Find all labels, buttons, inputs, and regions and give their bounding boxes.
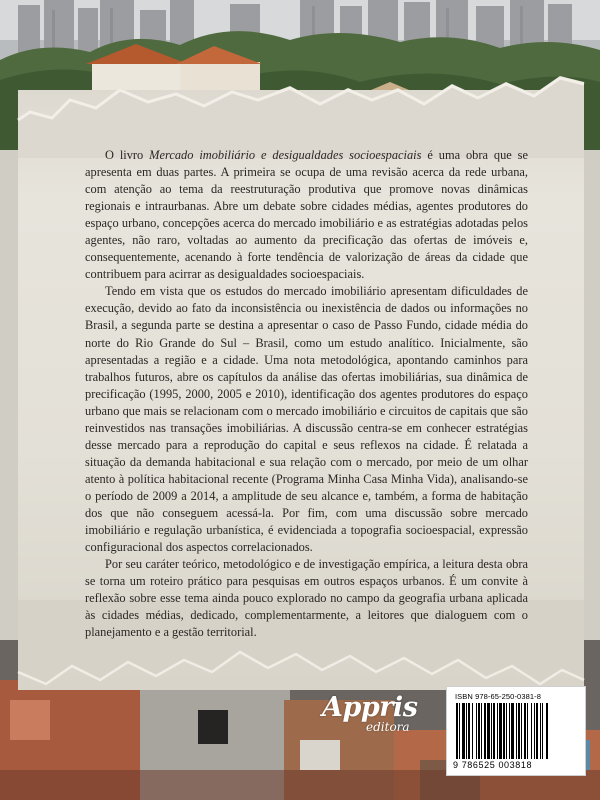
isbn-digits: 9 786525 003818 xyxy=(453,760,533,770)
synopsis-paragraph-1 xyxy=(85,147,528,283)
publisher-logo xyxy=(322,692,422,740)
isbn-barcode-box xyxy=(446,686,586,776)
paragraph-1-start: O livro xyxy=(105,148,150,162)
barcode-icon xyxy=(455,703,577,759)
book-title: Mercado imobiliário e desigualdades socioespaciais xyxy=(149,148,422,162)
publisher-name: Appris xyxy=(322,692,418,723)
synopsis-paragraph-3: Por seu caráter teórico, metodológico e de investigação empírica, a leitura desta obra se torna um roteiro prático para pesquisas em outros espaços urbanos. É um convite à reflexão sobre esse tema ainda pouco explorado no campo da geografia urbana aplicada às cidades médias, dedicado, complementarmente, a leitores que dialoguem com o planejamento e a gestão territorial. xyxy=(85,557,528,640)
torn-edge-top xyxy=(0,58,600,158)
synopsis-paragraph-2: Tendo em vista que os estudos do mercado imobiliário apresentam dificuldades de execução, devido ao fato da inconsistência ou inexistência de dados ou informações no Brasil, a segunda parte se destina a apresentar o caso de Passo Fundo, cidade média do norte do Rio Grande do Sul – Brasil, como um estudo analítico. Inicialmente, são apresentadas a região e a cidade. Uma nota metodológica, apontando caminhos para trabalhos futuros, abre os capítulos da análise das ofertas imobiliárias, sua dinâmica de precificação (1995, 2000, 2005 e 2010), identificação dos agentes produtores do espaço urbano que mais se relacionam com o mercado imobiliário e circuitos de capitais que são reinvestidos nas transações imobiliárias. A discussão centra-se em conhecer estratégias desse mercado para a reprodução do capital e seus reflexos na cidade. É relatada a situação da demanda habitacional e sua relação com o mercado, por meio de um olhar atento à política habitacional recente (Programa Minha Casa Minha Vida), analisando-se o período de 2009 a 2014, a amplitude de seu alcance e, também, a forma de habitação dos que não conseguem acessá-la. Por fim, com uma discussão sobre mercado imobiliário e regulação urbanística, é evidenciada a topografia socioespacial, expressão configuracional dos aspectos correlacionados. xyxy=(85,284,528,555)
synopsis-text xyxy=(85,147,528,641)
isbn-label: ISBN 978-65-250-0381-8 xyxy=(455,692,542,701)
publisher-subtitle: editora xyxy=(366,720,410,734)
paragraph-1-rest: é uma obra que se apresenta em duas partes. A primeira se ocupa de uma revisão acerca da rede urbana, com atenção ao tema da reestruturação produtiva que promove novas dinâmicas regionais e intraurbanas. Abre um debate sobre cidades médias, agentes produtores do espaço urbano, concepções acerca do mercado imobiliário e as estratégias adotadas pelos agentes, não raro, voltadas ao aumento da precificação das ofertas de imóveis e, consequentemente, acenando à forte tendência de valorização de áreas da cidade que contribuem para acirrar as desigualdades socioespaciais. xyxy=(85,148,529,282)
